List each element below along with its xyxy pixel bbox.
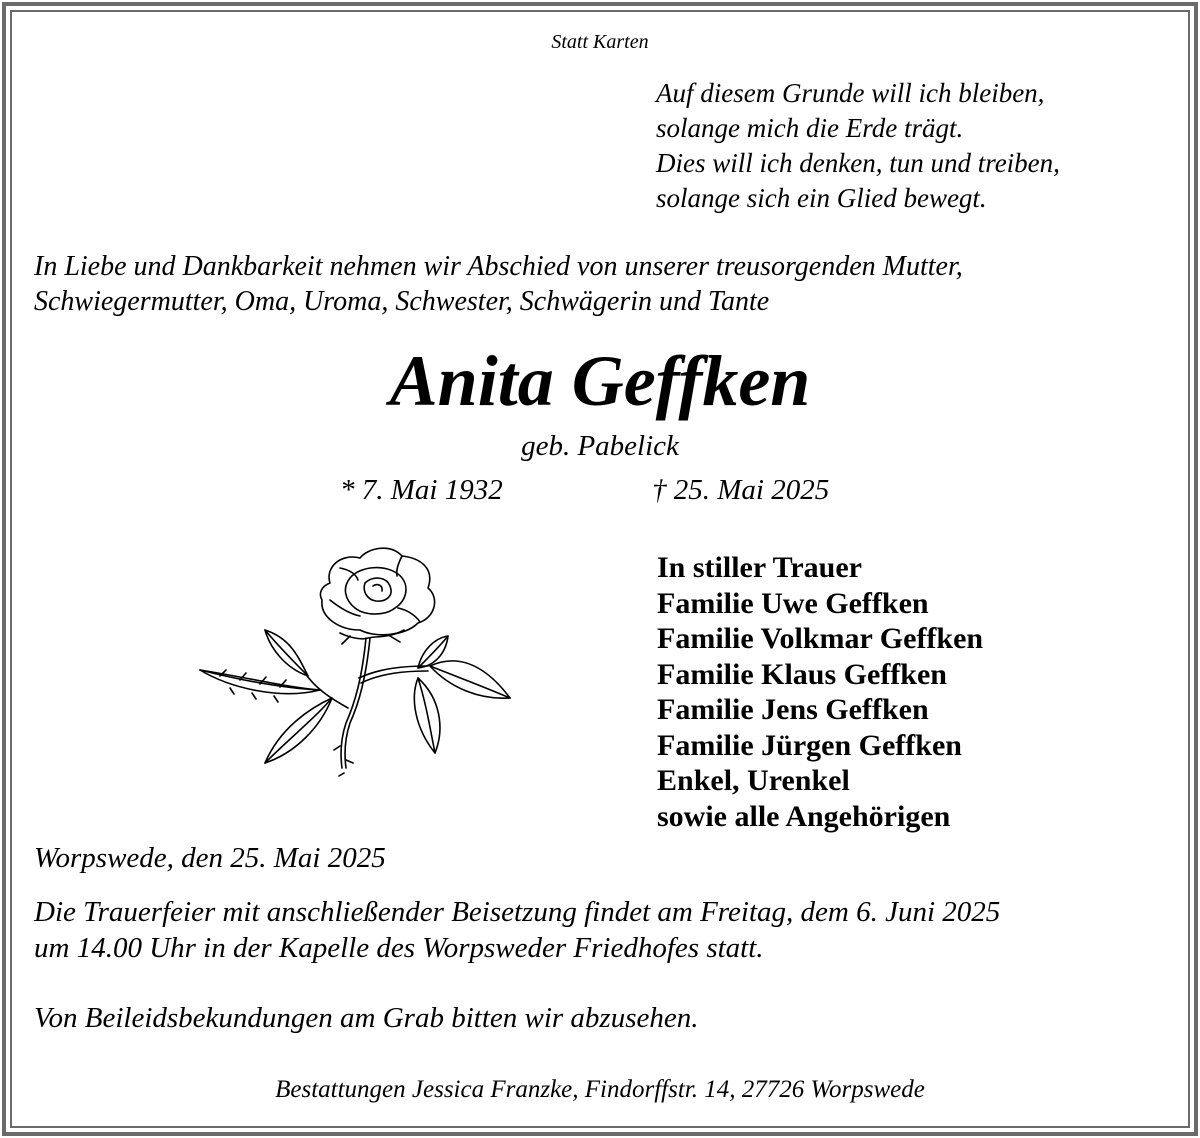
mourner-line: In stiller Trauer [657,551,862,584]
funeral-info [34,894,1000,966]
poem [656,76,1060,216]
mourner-line: Familie Uwe Geffken [657,586,929,620]
mourner-line: Familie Volkmar Geffken [657,622,984,655]
intro-text [34,249,963,319]
rose-icon [190,538,520,788]
header-note: Statt Karten [551,31,649,53]
death-date: † 25. Mai 2025 [652,474,830,506]
intro-line: Schwiegermutter, Oma, Uroma, Schwester, Schwägerin und Tante [34,286,770,317]
mourner-line: sowie alle Angehörigen [657,799,951,833]
poem-line: solange mich die Erde trägt. [656,113,964,143]
condolence-note: Von Beileidsbekundungen am Grab bitten wir abzusehen. [34,1002,699,1034]
birth-date: * 7. Mai 1932 [340,474,503,506]
mourner-line: Enkel, Urenkel [657,764,850,797]
funeral-line: um 14.00 Uhr in der Kapelle des Worpsweder Friedhofes statt. [34,932,764,964]
poem-line: solange sich ein Glied bewegt. [656,183,987,213]
mourner-line: Familie Klaus Geffken [657,657,947,691]
place-date: Worpswede, den 25. Mai 2025 [34,842,386,874]
poem-line: Auf diesem Grunde will ich bleiben, [656,78,1045,108]
mourner-line: Familie Jens Geffken [657,693,929,726]
funeral-line: Die Trauerfeier mit anschließender Beisetzung findet am Freitag, dem 6. Juni 2025 [34,896,1001,928]
mourners-list [657,550,983,834]
maiden-name: geb. Pabelick [521,430,679,462]
intro-line: In Liebe und Dankbarkeit nehmen wir Abschied von unserer treusorgenden Mutter, [34,251,963,282]
undertaker-info: Bestattungen Jessica Franzke, Findorffstr. 14, 27726 Worpswede [275,1076,925,1103]
poem-line: Dies will ich denken, tun und treiben, [656,148,1060,178]
deceased-name: Anita Geffken [389,341,811,421]
mourner-line: Familie Jürgen Geffken [657,728,962,762]
